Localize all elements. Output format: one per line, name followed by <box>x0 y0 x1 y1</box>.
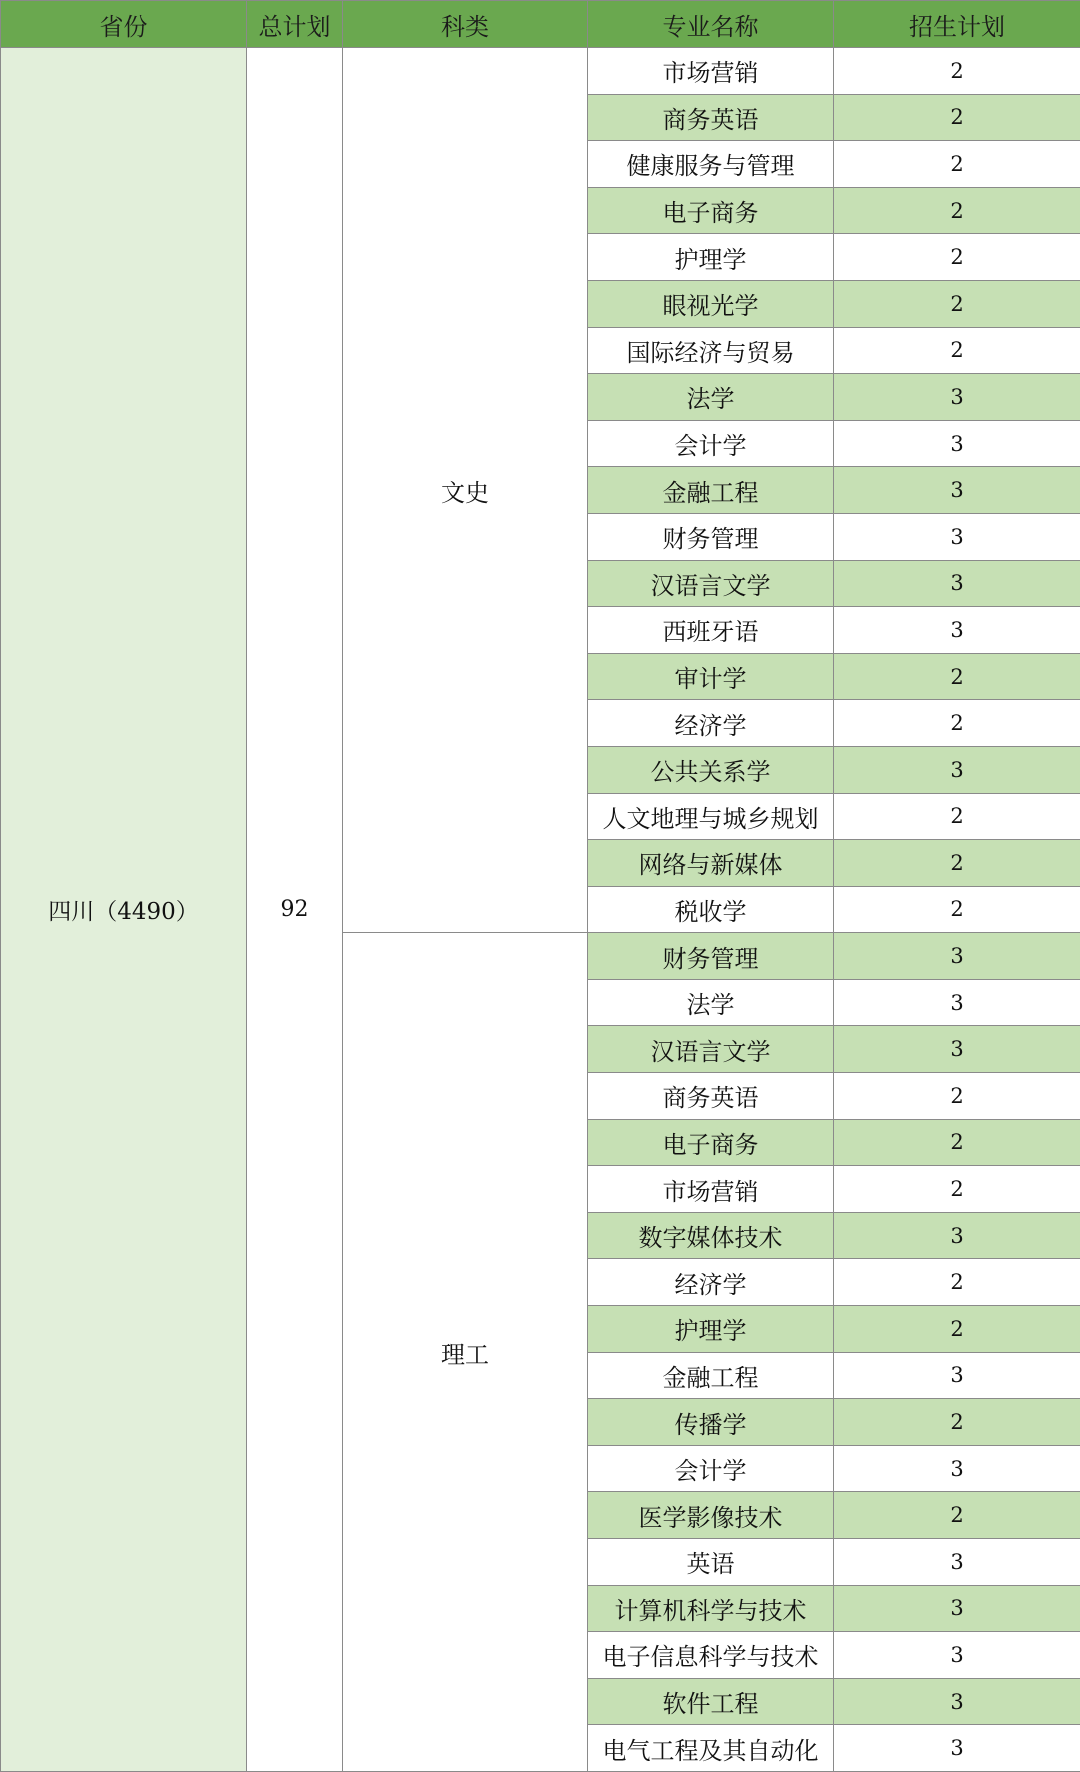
major-name-cell: 护理学 <box>588 1306 834 1353</box>
major-name-cell: 市场营销 <box>588 48 834 95</box>
plan-count-cell: 2 <box>834 1306 1080 1353</box>
plan-count-cell: 2 <box>834 1166 1080 1213</box>
major-name-cell: 数字媒体技术 <box>588 1212 834 1259</box>
major-name-cell: 法学 <box>588 374 834 421</box>
plan-count-cell: 2 <box>834 94 1080 141</box>
plan-count-cell: 2 <box>834 327 1080 374</box>
major-name-cell: 财务管理 <box>588 513 834 560</box>
major-name-cell: 电子信息科学与技术 <box>588 1632 834 1679</box>
major-name-cell: 审计学 <box>588 653 834 700</box>
plan-count-cell: 2 <box>834 1119 1080 1166</box>
plan-count-cell: 2 <box>834 1073 1080 1120</box>
header-total-plan: 总计划 <box>247 1 343 48</box>
header-row <box>1 1 1080 48</box>
major-name-cell: 商务英语 <box>588 1073 834 1120</box>
total-plan-cell: 92 <box>247 48 343 1772</box>
major-name-cell: 市场营销 <box>588 1166 834 1213</box>
major-name-cell: 会计学 <box>588 1445 834 1492</box>
plan-count-cell: 2 <box>834 1259 1080 1306</box>
major-name-cell: 会计学 <box>588 420 834 467</box>
plan-count-cell: 2 <box>834 48 1080 95</box>
plan-count-cell: 3 <box>834 1725 1080 1772</box>
major-name-cell: 西班牙语 <box>588 607 834 654</box>
major-name-cell: 英语 <box>588 1539 834 1586</box>
table-body <box>1 48 1080 1772</box>
major-name-cell: 电子商务 <box>588 187 834 234</box>
major-name-cell: 眼视光学 <box>588 280 834 327</box>
major-name-cell: 税收学 <box>588 886 834 933</box>
plan-count-cell: 2 <box>834 1492 1080 1539</box>
major-name-cell: 电子商务 <box>588 1119 834 1166</box>
header-major: 专业名称 <box>588 1 834 48</box>
header-category: 科类 <box>343 1 588 48</box>
plan-count-cell: 3 <box>834 933 1080 980</box>
plan-count-cell: 3 <box>834 1585 1080 1632</box>
plan-count-cell: 2 <box>834 886 1080 933</box>
plan-count-cell: 3 <box>834 1539 1080 1586</box>
major-name-cell: 软件工程 <box>588 1678 834 1725</box>
plan-count-cell: 2 <box>834 840 1080 887</box>
major-name-cell: 金融工程 <box>588 1352 834 1399</box>
category-cell: 文史 <box>343 48 588 933</box>
major-name-cell: 公共关系学 <box>588 746 834 793</box>
plan-count-cell: 2 <box>834 141 1080 188</box>
plan-count-cell: 3 <box>834 1026 1080 1073</box>
plan-count-cell: 3 <box>834 374 1080 421</box>
plan-count-cell: 2 <box>834 280 1080 327</box>
major-name-cell: 汉语言文学 <box>588 1026 834 1073</box>
major-name-cell: 经济学 <box>588 700 834 747</box>
plan-count-cell: 2 <box>834 1399 1080 1446</box>
category-cell: 理工 <box>343 933 588 1772</box>
major-name-cell: 人文地理与城乡规划 <box>588 793 834 840</box>
plan-count-cell: 3 <box>834 1445 1080 1492</box>
major-name-cell: 金融工程 <box>588 467 834 514</box>
plan-count-cell: 3 <box>834 467 1080 514</box>
plan-count-cell: 2 <box>834 234 1080 281</box>
plan-count-cell: 3 <box>834 607 1080 654</box>
plan-count-cell: 2 <box>834 653 1080 700</box>
major-name-cell: 国际经济与贸易 <box>588 327 834 374</box>
major-name-cell: 汉语言文学 <box>588 560 834 607</box>
table-row <box>1 48 1080 95</box>
major-name-cell: 计算机科学与技术 <box>588 1585 834 1632</box>
plan-count-cell: 3 <box>834 979 1080 1026</box>
plan-count-cell: 3 <box>834 746 1080 793</box>
header-province: 省份 <box>1 1 247 48</box>
header-plan: 招生计划 <box>834 1 1080 48</box>
major-name-cell: 网络与新媒体 <box>588 840 834 887</box>
plan-count-cell: 3 <box>834 1632 1080 1679</box>
major-name-cell: 护理学 <box>588 234 834 281</box>
major-name-cell: 法学 <box>588 979 834 1026</box>
plan-count-cell: 2 <box>834 793 1080 840</box>
plan-count-cell: 3 <box>834 513 1080 560</box>
major-name-cell: 商务英语 <box>588 94 834 141</box>
plan-count-cell: 3 <box>834 560 1080 607</box>
major-name-cell: 财务管理 <box>588 933 834 980</box>
plan-count-cell: 3 <box>834 1678 1080 1725</box>
major-name-cell: 医学影像技术 <box>588 1492 834 1539</box>
major-name-cell: 电气工程及其自动化 <box>588 1725 834 1772</box>
major-name-cell: 传播学 <box>588 1399 834 1446</box>
plan-count-cell: 3 <box>834 420 1080 467</box>
major-name-cell: 经济学 <box>588 1259 834 1306</box>
major-name-cell: 健康服务与管理 <box>588 141 834 188</box>
plan-count-cell: 2 <box>834 187 1080 234</box>
plan-count-cell: 2 <box>834 700 1080 747</box>
province-cell: 四川（4490） <box>1 48 247 1772</box>
plan-count-cell: 3 <box>834 1212 1080 1259</box>
plan-count-cell: 3 <box>834 1352 1080 1399</box>
